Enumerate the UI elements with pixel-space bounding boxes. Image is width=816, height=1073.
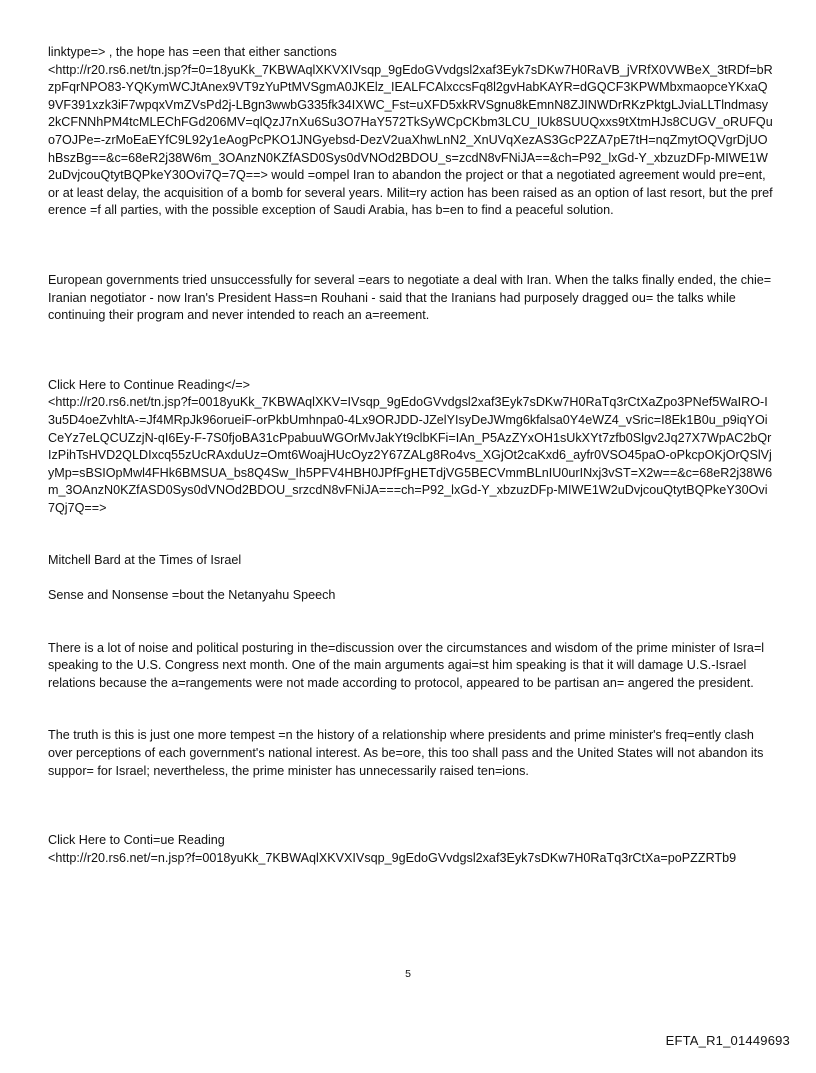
continue-reading-link-1[interactable] [48,377,773,518]
continue-reading-label-1[interactable]: Click Here to Continue Reading</=> [48,377,250,392]
sanctions-text: would =ompel Iran to abandon the project or that a negotiated agreement would pre=ent, or at least delay, the acquisition of a bomb for several years. Milit=ry action has been raised as an option of last resort, but the preference =f all parties, with the possible exception of Saudi Arabia, has b=en to find a peaceful solution. [48,168,773,218]
tracking-url-1[interactable]: <http://r20.rs6.net/tn.jsp?f=0=18yuKk_7KBWAqlXKVXIVsqp_9gEdoGVvdgsl2xaf3Eyk7sDKw7H0RaVB_jVRfX0VWBeX_3tRDf=bRzpFqrNPO83-YQKymWCJtAnex9VT9zYuPtMVSgmA0JKElz_IEALFCAlxccsFq8l2gvHabKAYR=dGQCF3KPWMbxmaopceYKxaQ9VF391xzk3iF7wpqxVmZVsPd2j-LBgn3wwbG335fk34IXWC_Fst=uXFD5xkRVSgnu8kEmnN8ZJINWDrRKzPktgLJviaLLTlndmasy2kCFNNhPM4tcMLEChFGd206MV=qlQzJ7nXu6Su3O7HaY572TkSyWCpCKbm3LCU_IUk8SUUQxxs9tXtmHJs8CUGV_oRUFQuo7OJPe=-zrMoEaEYfC9L92y1eAogPcPKO1JNGyebsd-DezV2uaXhwLnN2_XnUVqXezAS3GcP2ZA7pE7tH=nqZmytOQVgrDjUOhBszBg==&c=68eR2j38W6m_3OAnzN0KZfASD0Sys0dVNOd2BDOU_s=zcdN8vFNiJA==&ch=P92_lxGd-Y_xbzuzDFp-MIWE1W2uDvjcouQtytBQPkeY30Ovi7Q=7Q==> [48,62,773,183]
paragraph-noise: There is a lot of noise and political posturing in the=discussion over the circumstances and wisdom of the prime minister of Isra=l speaking to the U.S. Congress next month. One of the main arguments agai=st him speaking is that it will damage U.S.-Israel relations because the a=rangements were not made according to protocol, appeared to be partisan an= angered the president. [48,640,765,690]
paragraph-sanctions [48,44,773,220]
continue-reading-label-2[interactable]: Click Here to Conti=ue Reading [48,833,225,848]
document-body [48,44,773,867]
continue-reading-link-2[interactable] [48,832,773,867]
tracking-url-3[interactable]: <http://r20.rs6.net/=n.jsp?f=0018yuKk_7KBWAqlXKVXIVsqp_9gEdoGVvdgsl2xaf3Eyk7sDKw7H0RaTq3rCtXa=poPZZRTb9 [48,850,737,865]
paragraph-european: European governments tried unsuccessfully for several =ears to negotiate a deal with Iran. When the talks finally ended, the chie= Iranian negotiator - now Iran's President Hass=n Rouhani - said that the Iranians had purposely dragged ou= the talks while continuing their program and never intended to reach an a=reement. [48,272,772,323]
byline: Mitchell Bard at the Times of Israel [48,553,242,568]
document-id-stamp: EFTA_R1_01449693 [665,1033,790,1048]
page-number: 5 [405,968,411,980]
tracking-url-2[interactable]: <http://r20.rs6.net/tn.jsp?f=0018yuKk_7KBWAqlXKV=IVsqp_9gEdoGVvdgsl2xaf3Eyk7sDKw7H0RaTq3rCtXaZpo3PNef5WaIRO-I3u5D4oeZvhltA-=Jf4MRpJk96orueiF-orPkbUmhnpa0-4Lx9ORJDD-JZelYIsyDeJWmg6kfalsa0Y4eWZ4_vSric=I8Ek1B0u_p9iqYOiCeYz7eLQCUZzjN-qI6Ey-F-7S0fjoBA31cPpabuuWGOrMvJakYt9clbKFi=IAn_P5AzZYxOH1sUkXYt7zfb0Slgv2Jq27X7WpAC2bQrIzPihTsHVD2QLDIxcq55zUcRAxduUz=Omt6WoajHUcOyz2Y67ZALg8Ro4vs_XGjOt2caKxd6_ayfr0VSO45paO-oPkcpOKjOrQSlVjyMp=sBSIOpMwl4FHk6BMSUA_bs8Q4Sw_Ih5PFV4HBH0JPfFgHETdjVG5BECVmmBLnIU0urINxj3vST=X2w==&c=68eR2j38W6m_3OAnzN0KZfASD0Sys0dVNOd2BDOU_srzcdN8vFNiJA===ch=P92_lxGd-Y_xbzuzDFp-MIWE1W2uDvjcouQtytBQPkeY30Ovi7Qj7Q==> [48,395,773,515]
paragraph-truth: The truth is this is just one more tempest =n the history of a relationship where presidents and prime minister's freq=ently clash over perceptions of each government's national interest. As be=ore, this too shall pass and the United States will not abandon its suppor= for Israel; nevertheless, the prime minister has unnecessarily raised ten=ions. [48,728,764,778]
intro-text: linktype=> , the hope has =een that either sanctions [48,45,337,59]
article-headline: Sense and Nonsense =bout the Netanyahu Speech [48,588,336,603]
